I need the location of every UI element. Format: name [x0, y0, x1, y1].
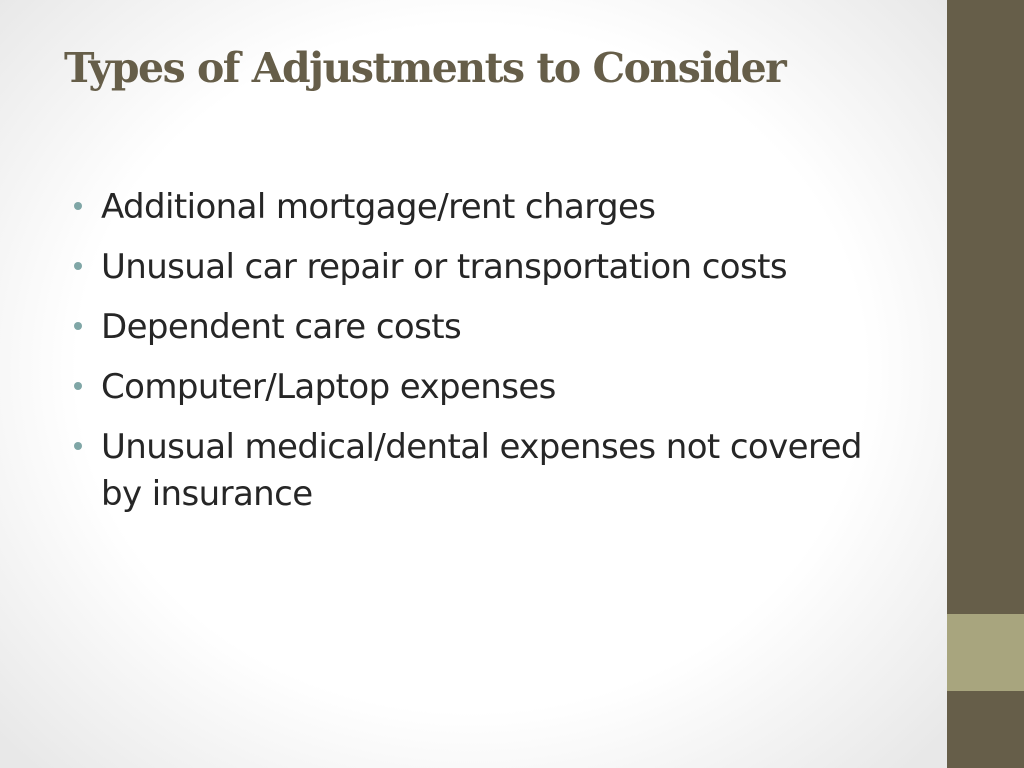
bullet-dot-icon: [74, 382, 82, 390]
bullet-text: Unusual car repair or transportation costs: [101, 247, 787, 287]
side-accent-block: [947, 614, 1024, 691]
slide-title: Types of Adjustments to Consider: [64, 44, 786, 92]
bullet-text: Dependent care costs: [101, 307, 462, 347]
bullet-item: [74, 184, 904, 231]
bullet-text: Additional mortgage/rent charges: [101, 187, 656, 227]
bullet-item: [74, 364, 904, 411]
bullet-item: [74, 424, 904, 518]
bullet-dot-icon: [74, 262, 82, 270]
bullet-text: Unusual medical/dental expenses not covered by insurance: [101, 427, 862, 514]
bullet-text: Computer/Laptop expenses: [101, 367, 556, 407]
bullet-dot-icon: [74, 442, 82, 450]
bullet-item: [74, 304, 904, 351]
bullet-dot-icon: [74, 322, 82, 330]
bullet-item: [74, 244, 904, 291]
bullet-dot-icon: [74, 202, 82, 210]
bullet-list: [74, 184, 904, 531]
